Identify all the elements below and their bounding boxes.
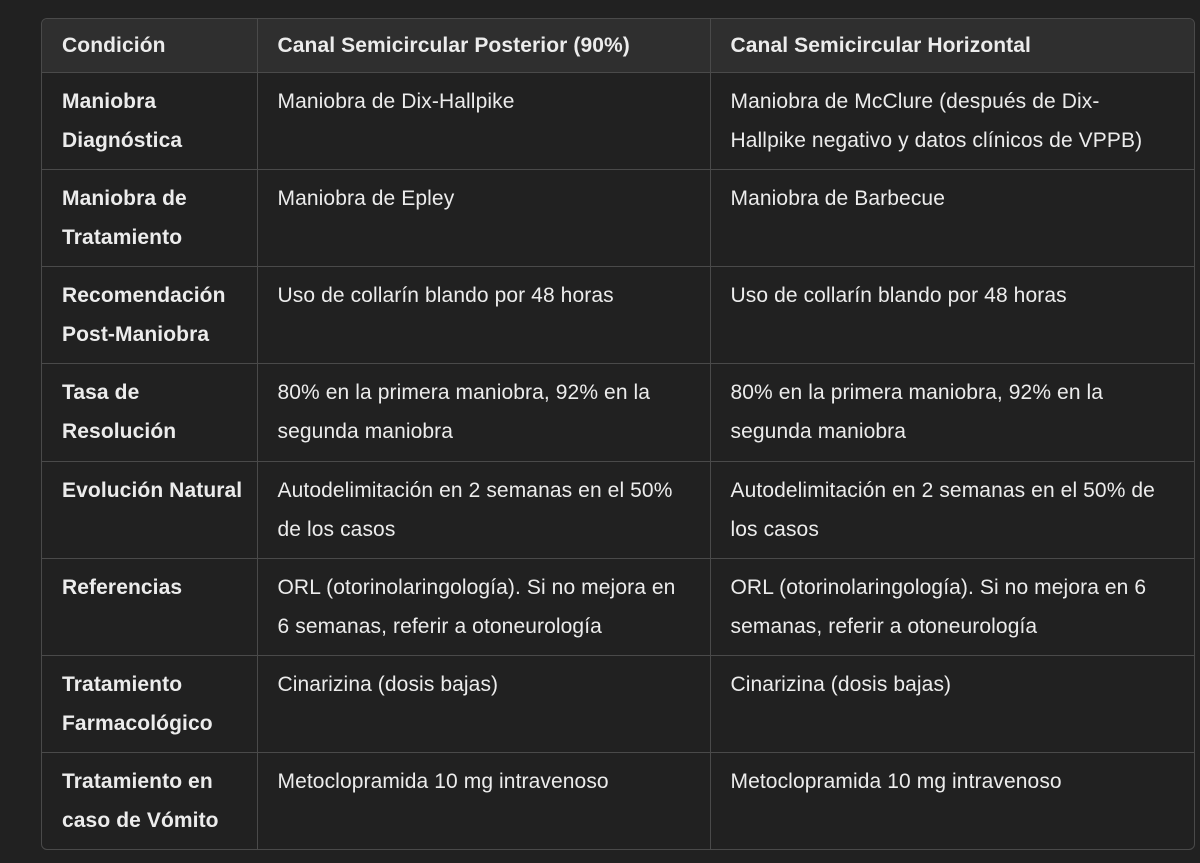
row-horizontal-value: 80% en la primera maniobra, 92% en la segunda maniobra — [710, 364, 1194, 461]
row-condition: Referencias — [42, 558, 257, 655]
comparison-table-container — [41, 18, 1195, 850]
row-posterior-value: Metoclopramida 10 mg intravenoso — [257, 752, 710, 849]
table-row — [42, 655, 1194, 752]
row-posterior-value: Autodelimitación en 2 semanas en el 50% de los casos — [257, 461, 710, 558]
table-row — [42, 364, 1194, 461]
row-condition: Maniobra Diagnóstica — [42, 73, 257, 170]
row-posterior-value: Uso de collarín blando por 48 horas — [257, 267, 710, 364]
table-row — [42, 267, 1194, 364]
row-posterior-value: Maniobra de Epley — [257, 170, 710, 267]
header-posterior-canal: Canal Semicircular Posterior (90%) — [257, 19, 710, 73]
table-row — [42, 752, 1194, 849]
row-posterior-value: 80% en la primera maniobra, 92% en la segunda maniobra — [257, 364, 710, 461]
header-condition: Condición — [42, 19, 257, 73]
row-posterior-value: Maniobra de Dix-Hallpike — [257, 73, 710, 170]
comparison-table — [42, 19, 1194, 849]
row-condition: Tasa de Resolución — [42, 364, 257, 461]
row-condition: Recomendación Post-Maniobra — [42, 267, 257, 364]
row-condition: Tratamiento Farmacológico — [42, 655, 257, 752]
row-posterior-value: ORL (otorinolaringología). Si no mejora en 6 semanas, referir a otoneurología — [257, 558, 710, 655]
row-horizontal-value: ORL (otorinolaringología). Si no mejora en 6 semanas, referir a otoneurología — [710, 558, 1194, 655]
table-row — [42, 170, 1194, 267]
row-horizontal-value: Maniobra de McClure (después de Dix-Hallpike negativo y datos clínicos de VPPB) — [710, 73, 1194, 170]
row-condition: Evolución Natural — [42, 461, 257, 558]
row-horizontal-value: Maniobra de Barbecue — [710, 170, 1194, 267]
table-row — [42, 461, 1194, 558]
header-row — [42, 19, 1194, 73]
row-horizontal-value: Cinarizina (dosis bajas) — [710, 655, 1194, 752]
row-condition: Maniobra de Tratamiento — [42, 170, 257, 267]
row-horizontal-value: Uso de collarín blando por 48 horas — [710, 267, 1194, 364]
row-posterior-value: Cinarizina (dosis bajas) — [257, 655, 710, 752]
table-body — [42, 73, 1194, 850]
table-header — [42, 19, 1194, 73]
row-horizontal-value: Autodelimitación en 2 semanas en el 50% de los casos — [710, 461, 1194, 558]
table-row — [42, 73, 1194, 170]
row-condition: Tratamiento en caso de Vómito — [42, 752, 257, 849]
table-row — [42, 558, 1194, 655]
header-horizontal-canal: Canal Semicircular Horizontal — [710, 19, 1194, 73]
row-horizontal-value: Metoclopramida 10 mg intravenoso — [710, 752, 1194, 849]
